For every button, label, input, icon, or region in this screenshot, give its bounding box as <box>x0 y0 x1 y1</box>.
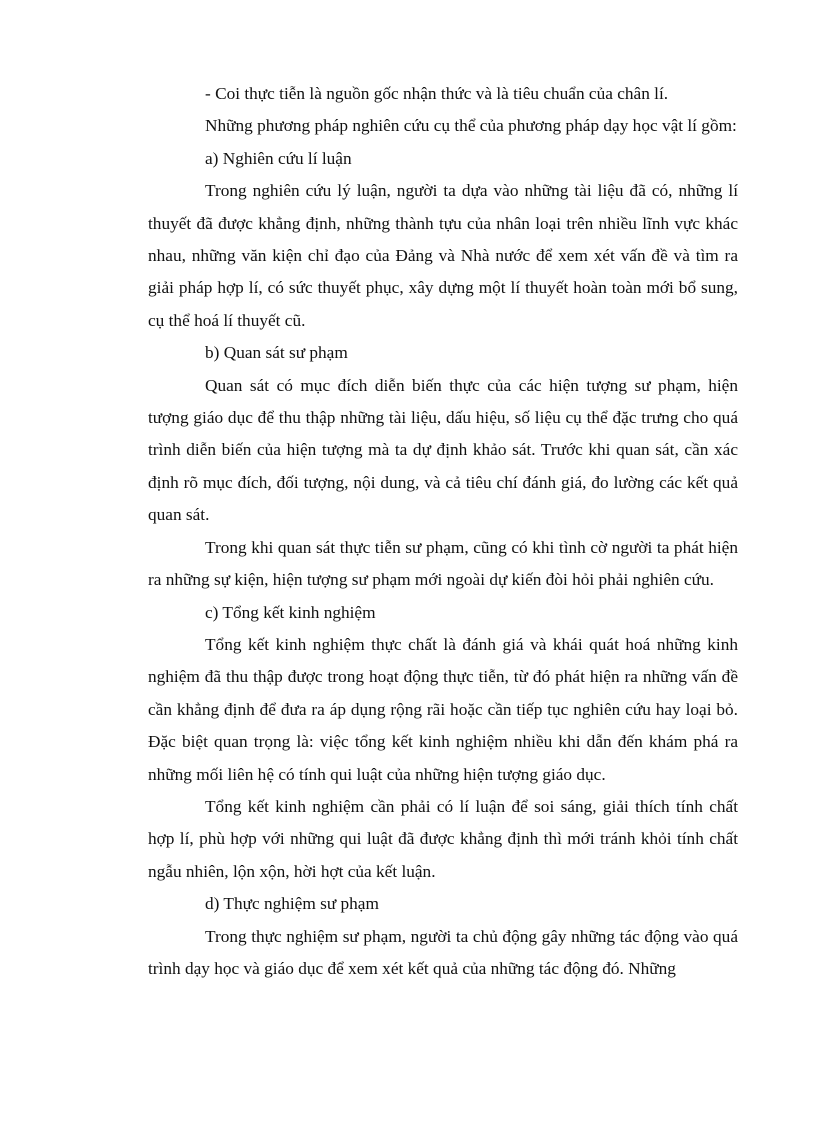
paragraph-experience-definition: Tổng kết kinh nghiệm thực chất là đánh giá và khái quát hoá những kinh nghiệm đã thu thập được trong hoạt động thực tiễn, từ đó phát hiện ra những vấn đề cần khẳng định để đưa ra áp dụng rộng rãi hoặc cần tiếp tục nghiên cứu hay loại bỏ. Đặc biệt quan trọng là: việc tổng kết kinh nghiệm nhiều khi dẫn đến khám phá ra những mối liên hệ có tính qui luật của những hiện tượng giáo dục. <box>148 634 738 784</box>
paragraph-experience-theory: Tổng kết kinh nghiệm cần phải có lí luận để soi sáng, giải thích tính chất hợp lí, phù hợp với những qui luật đã được khẳng định thì mới tránh khỏi tính chất ngẫu nhiên, lộn xộn, hời hợt của kết luận. <box>148 796 738 881</box>
heading-theoretical-research: a) Nghiên cứu lí luận <box>205 148 352 168</box>
heading-experience-summary: c) Tổng kết kinh nghiệm <box>205 602 376 622</box>
paragraph-observation-discovery: Trong khi quan sát thực tiễn sư phạm, cũng có khi tình cờ người ta phát hiện ra những sự kiện, hiện tượng sư phạm mới ngoài dự kiến đòi hỏi phải nghiên cứu. <box>148 537 738 590</box>
paragraph-intro-bullet: - Coi thực tiễn là nguồn gốc nhận thức và là tiêu chuẩn của chân lí. <box>205 84 669 103</box>
paragraph-theoretical-research: Trong nghiên cứu lý luận, người ta dựa vào những tài liệu đã có, những lí thuyết đã được khẳng định, những thành tựu của nhân loại trên nhiều lĩnh vực khác nhau, những văn kiện chỉ đạo của Đảng và Nhà nước để xem xét vấn đề và tìm ra giải pháp hợp lí, có sức thuyết phục, xây dựng một lí thuyết hoàn toàn mới bổ sung, cụ thể hoá lí thuyết cũ. <box>148 181 738 330</box>
paragraph-experiment-definition: Trong thực nghiệm sư phạm, người ta chủ động gây những tác động vào quá trình dạy học và giáo dục để xem xét kết quả của những tác động đó. Những <box>148 926 738 978</box>
heading-pedagogical-observation: b) Quan sát sư phạm <box>205 343 348 363</box>
heading-pedagogical-experiment: d) Thực nghiệm sư phạm <box>205 894 379 914</box>
paragraph-methods-list-intro: Những phương pháp nghiên cứu cụ thể của phương pháp dạy học vật lí gồm: <box>205 116 737 136</box>
document-page <box>148 78 738 985</box>
paragraph-observation-definition: Quan sát có mục đích diễn biến thực của các hiện tượng sư phạm, hiện tượng giáo dục để thu thập những tài liệu, dấu hiệu, số liệu cụ thể đặc trưng cho quá trình diễn biến của hiện tượng mà ta dự định khảo sát. Trước khi quan sát, cần xác định rõ mục đích, đối tượng, nội dung, và cả tiêu chí đánh giá, đo lường các kết quả quan sát. <box>148 375 738 525</box>
